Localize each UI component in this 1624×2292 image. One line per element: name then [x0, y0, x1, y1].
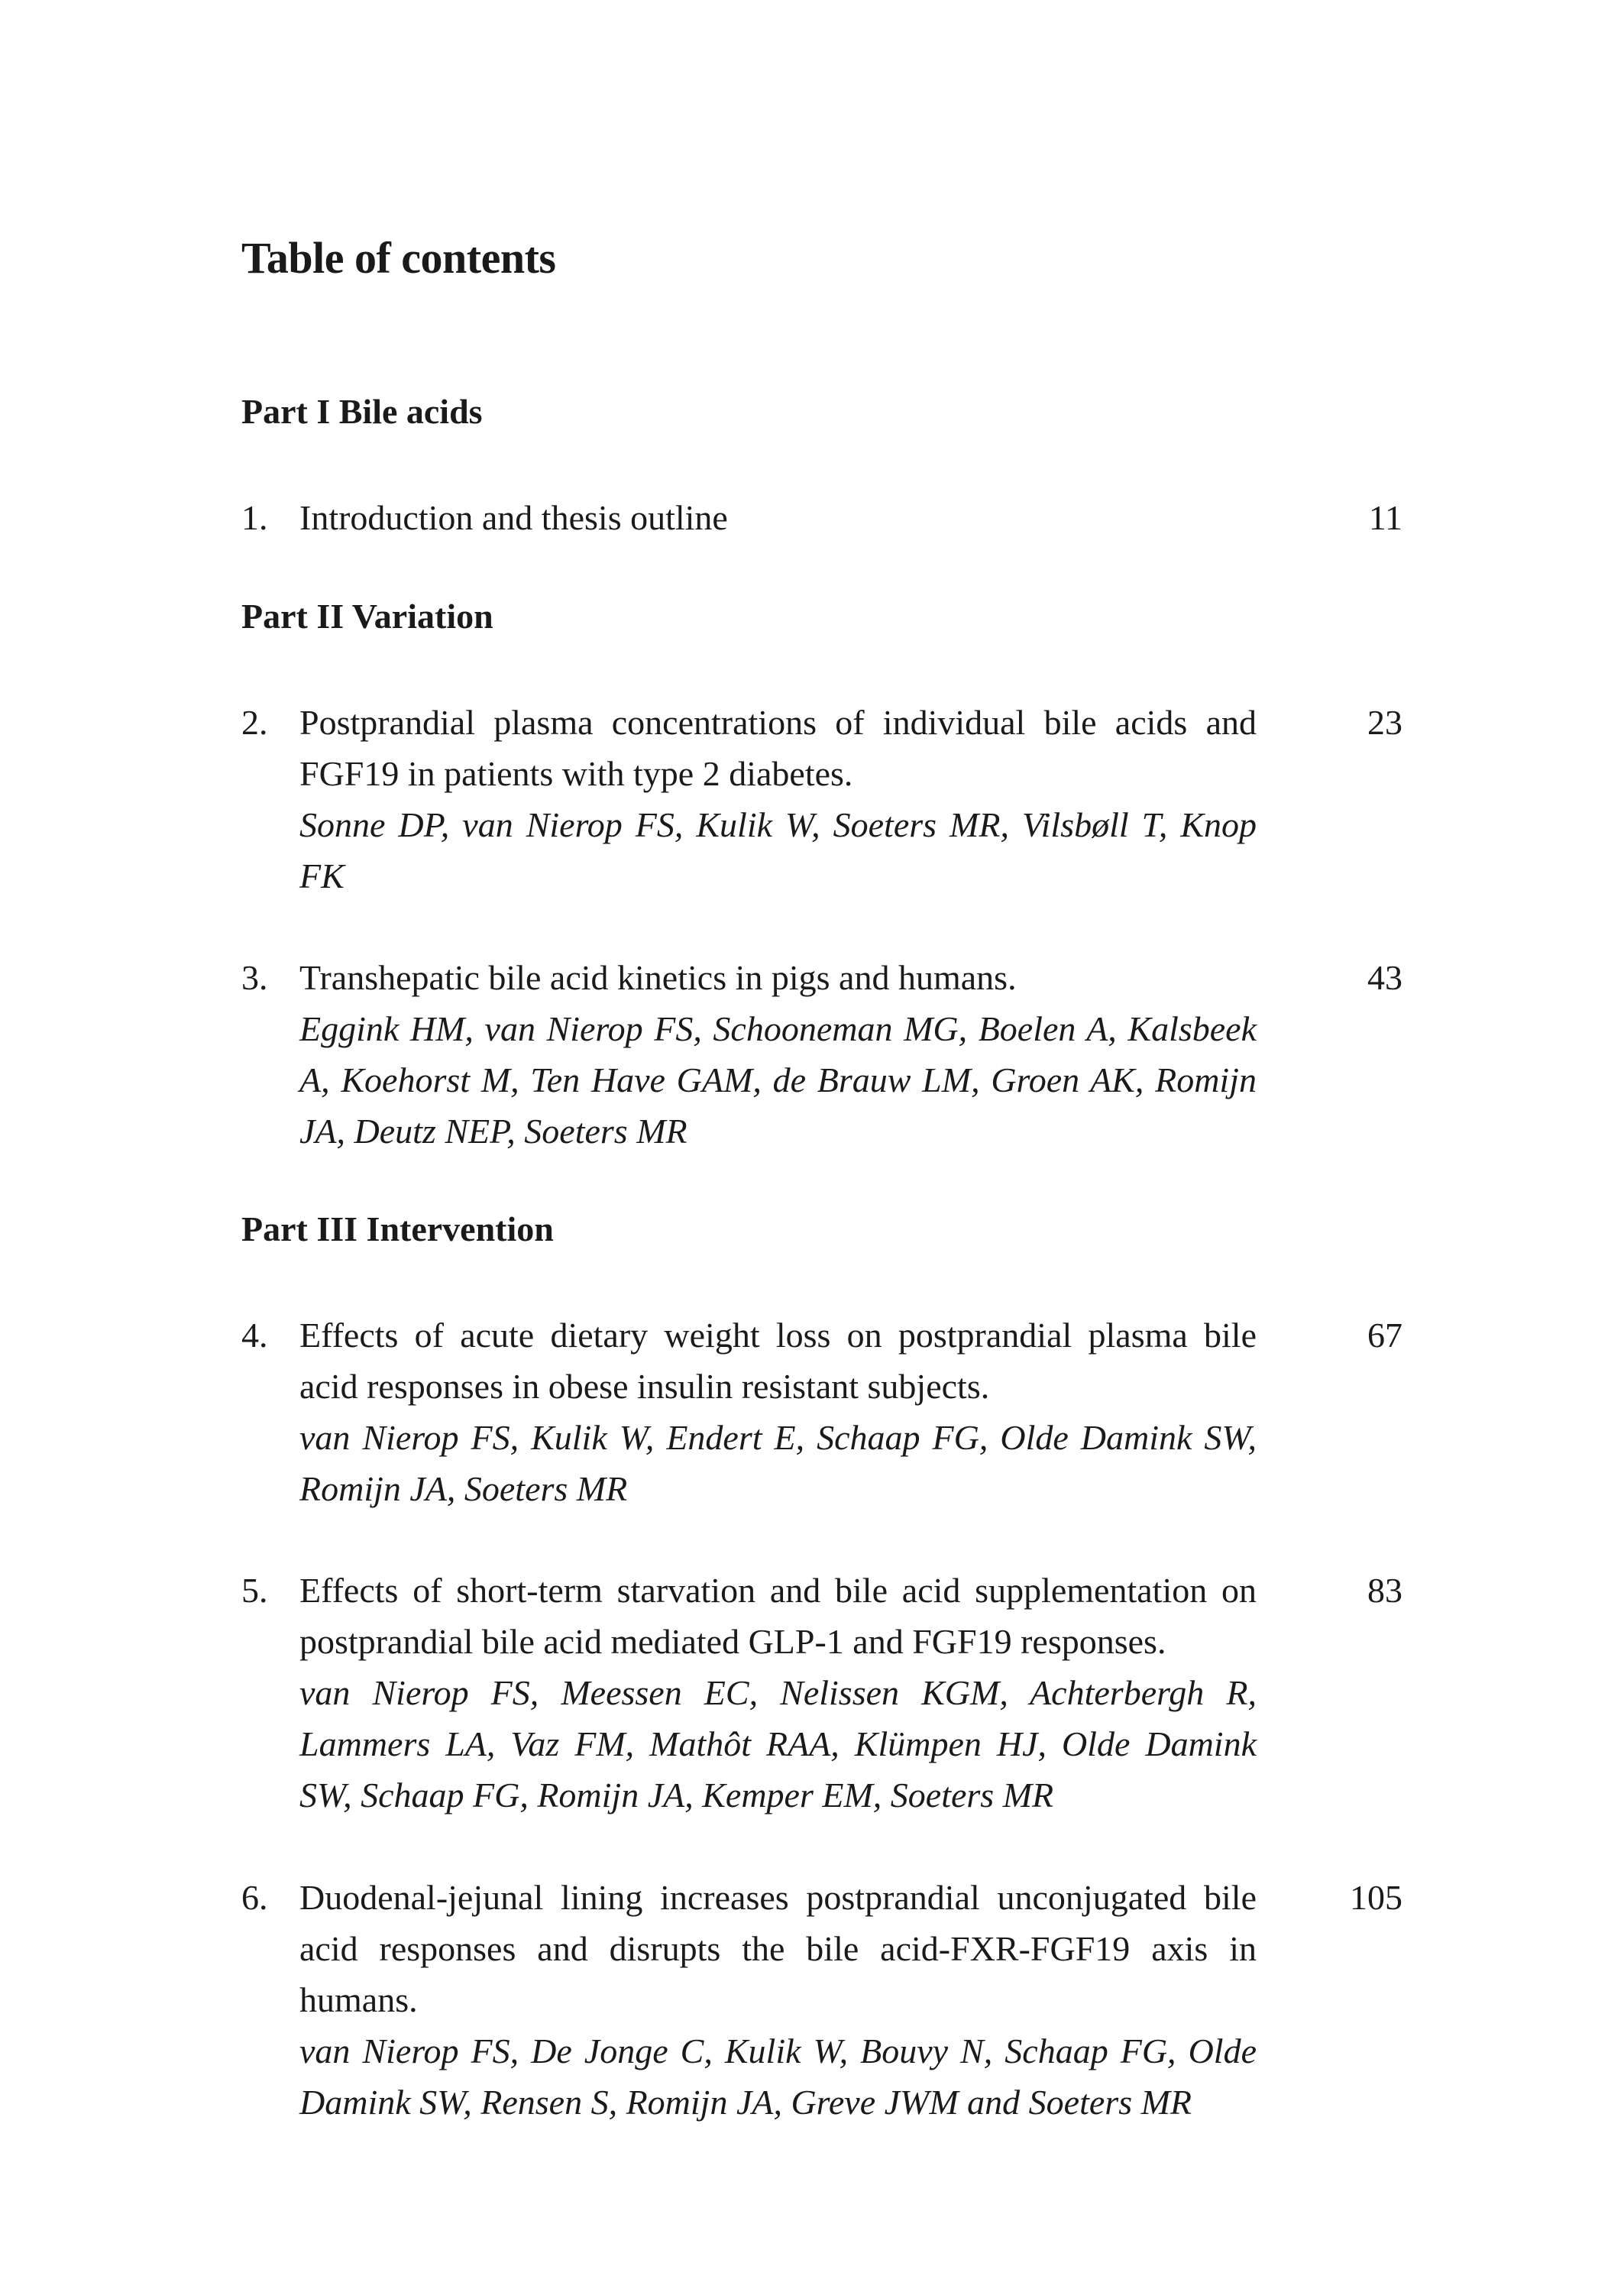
entry-number: 4. [241, 1316, 268, 1355]
entry-title: Duodenal-jejunal lining increases postprandial unconjugated bile acid responses and disrupts the bile acid-FXR-FGF19 axis in humans. [299, 1878, 1257, 2019]
entry-authors: Eggink HM, van Nierop FS, Schooneman MG, Boelen A, Kalsbeek A, Koehorst M, Ten Have GAM, de Brauw LM, Groen AK, Romijn JA, Deutz NEP, Soeters MR [299, 1009, 1257, 1151]
part-heading-3: Part III Intervention [241, 1209, 554, 1248]
entry-number: 3. [241, 958, 268, 997]
entry-title: Postprandial plasma concentrations of individual bile acids and FGF19 in patients with type 2 diabetes. [299, 703, 1257, 793]
page-title: Table of contents [241, 233, 556, 283]
entry-page-number: 67 [1367, 1316, 1402, 1355]
entry-number: 6. [241, 1878, 268, 1917]
entry-page-number: 11 [1368, 498, 1402, 537]
entry-number: 2. [241, 703, 268, 742]
entry-authors: Sonne DP, van Nierop FS, Kulik W, Soeters MR, Vilsbøll T, Knop FK [299, 805, 1257, 895]
entry-authors: van Nierop FS, Kulik W, Endert E, Schaap FG, Olde Damink SW, Romijn JA, Soeters MR [299, 1418, 1257, 1508]
entry-title: Transhepatic bile acid kinetics in pigs and humans. [299, 958, 1017, 997]
part-heading-1: Part I Bile acids [241, 392, 483, 431]
entry-number: 5. [241, 1571, 268, 1610]
entry-page-number: 83 [1367, 1571, 1402, 1610]
entry-page-number: 105 [1350, 1878, 1402, 1917]
entry-number: 1. [241, 498, 268, 537]
entry-title: Introduction and thesis outline [299, 498, 728, 537]
entry-title: Effects of acute dietary weight loss on postprandial plasma bile acid responses in obese insulin resistant subjects. [299, 1316, 1257, 1406]
entry-page-number: 23 [1367, 703, 1402, 742]
entry-authors: van Nierop FS, Meessen EC, Nelissen KGM, Achterbergh R, Lammers LA, Vaz FM, Mathôt RAA, Klümpen HJ, Olde Damink SW, Schaap FG, Romijn JA, Kemper EM, Soeters MR [299, 1673, 1257, 1814]
entry-title: Effects of short-term starvation and bile acid supplementation on postprandial bile acid mediated GLP-1 and FGF19 responses. [299, 1571, 1257, 1661]
entry-authors: van Nierop FS, De Jonge C, Kulik W, Bouvy N, Schaap FG, Olde Damink SW, Rensen S, Romijn JA, Greve JWM and Soeters MR [299, 2031, 1257, 2122]
part-heading-2: Part II Variation [241, 597, 493, 636]
entry-page-number: 43 [1367, 958, 1402, 997]
